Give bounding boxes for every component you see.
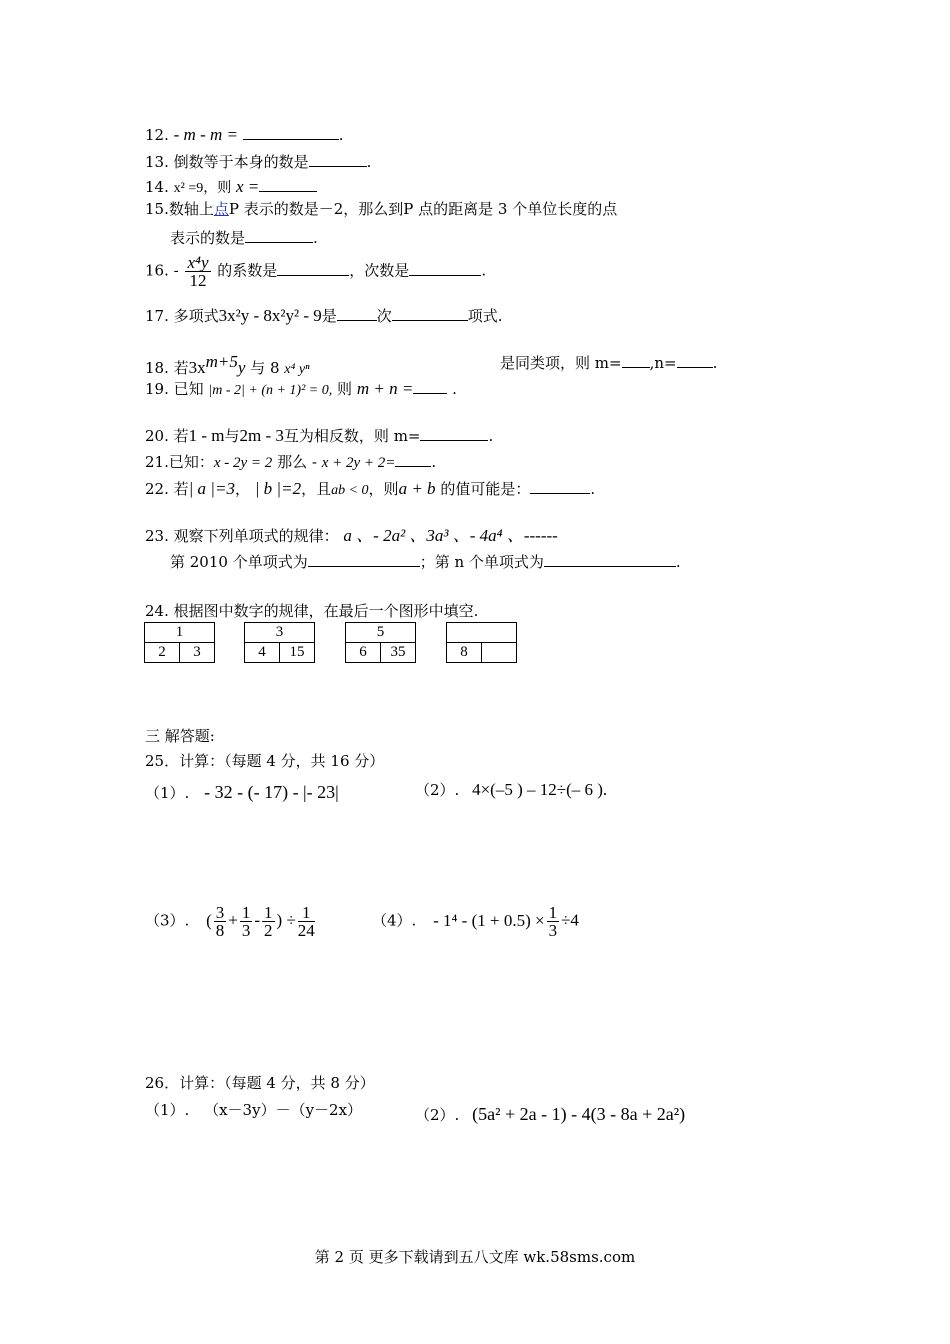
point-link[interactable]: 点 — [213, 200, 229, 218]
pattern-box-2: 3 4 15 — [244, 622, 315, 663]
q25-part2: （2）. 4×(–5 ) – 12÷(– 6 ). — [415, 780, 608, 799]
q25-part1: （1）. - 32 - (- 17) - |- 23| — [145, 782, 339, 802]
section-heading: 三 解答题: — [145, 727, 215, 745]
question-13: 13. 倒数等于本身的数是 . — [145, 153, 372, 171]
pattern-box-4: 8 — [446, 622, 517, 663]
answer-blank[interactable] — [243, 124, 339, 140]
question-15-line2: 表示的数是 . — [170, 229, 318, 247]
q23-sequence: a 、- 2a² 、3a³ 、- 4a⁴ 、------ — [343, 526, 558, 545]
answer-blank[interactable] — [420, 425, 488, 441]
question-22: 22. 若| a |=3， | b |=2，且ab < 0，则a + b 的值可能是： . — [145, 479, 596, 498]
q14-expression: x² =9，则 — [173, 181, 232, 196]
question-18: 18. 若$3x^{m+5}y$ 与 8 x⁴ yⁿ — [145, 352, 310, 377]
q25-part4: （4）. - 1⁴ - (1 + 0.5) × $\frac{1}{3}$ ÷4 — [372, 903, 579, 940]
answer-cell[interactable] — [447, 623, 517, 643]
q19-expression: |m - 2| + (n + 1)² = 0, — [208, 383, 333, 398]
question-24: 24. 根据图中数字的规律，在最后一个图形中填空. — [145, 602, 479, 620]
q25-part3: （3）. ( $\frac{3}{8}$ + $\frac{1}{3}$ - $\frac{1}{2}$ ) ÷ $\frac{1}{24}$ — [145, 903, 315, 940]
question-14: 14. x² =9，则 x = — [145, 176, 317, 199]
question-20: 20. 若1 - m与2m - 3互为相反数，则 m= . — [145, 426, 494, 445]
question-25-title: 25．计算：（每题 4 分，共 16 分） — [145, 752, 385, 770]
q26-part1: （1）. （x－3y）－（y－2x） — [145, 1101, 363, 1119]
answer-blank[interactable] — [308, 551, 420, 567]
q26-part2: （2）. (5a² + 2a - 1) - 4(3 - 8a + 2a²) — [415, 1104, 686, 1124]
question-26-title: 26．计算：（每题 4 分，共 8 分） — [145, 1074, 375, 1092]
question-17: 17. 多项式3x²y - 8x²y² - 9是 次 项式. — [145, 306, 503, 325]
answer-blank[interactable] — [245, 227, 313, 243]
answer-blank[interactable] — [413, 378, 447, 394]
answer-blank[interactable] — [544, 551, 676, 567]
question-18-tail: 是同类项，则 m= ,n= . — [500, 354, 718, 372]
question-12: 12. - m - m = . — [145, 125, 344, 144]
answer-blank[interactable] — [309, 151, 367, 167]
pattern-box-3: 5 6 35 — [345, 622, 416, 663]
answer-blank[interactable] — [337, 305, 377, 321]
answer-blank[interactable] — [677, 352, 713, 368]
q17-expression: 3x²y - 8x²y² - 9 — [218, 306, 322, 325]
answer-cell[interactable] — [482, 643, 517, 663]
q16-fraction: $\frac{\text{x⁴y}}{12}$ — [187, 253, 209, 290]
answer-blank[interactable] — [395, 451, 431, 467]
question-21: 21.已知：x - 2y = 2 那么 - x + 2y + 2= . — [145, 453, 437, 471]
answer-blank[interactable] — [277, 260, 349, 276]
answer-blank[interactable] — [392, 305, 468, 321]
pattern-box-1: 1 2 3 — [144, 622, 215, 663]
answer-blank[interactable] — [409, 260, 481, 276]
question-15: 15.数轴上点P 表示的数是－2，那么到P 点的距离是 3 个单位长度的点 — [145, 200, 618, 218]
question-19: 19. 已知 |m - 2| + (n + 1)² = 0, 则 m + n = . — [145, 379, 457, 398]
answer-blank[interactable] — [259, 176, 317, 192]
answer-blank[interactable] — [530, 478, 590, 494]
answer-blank[interactable] — [622, 352, 650, 368]
question-23-line2: 第 2010 个单项式为 ；第 n 个单项式为 . — [170, 553, 681, 571]
question-16: 16. - $\frac{\text{x⁴y}}{12}$ 的系数是 ，次数是 . — [145, 253, 487, 290]
q12-expression: - m - m = — [173, 125, 238, 144]
page-footer: 第 2 页 更多下载请到五八文库 wk.58sms.com — [314, 1248, 636, 1266]
question-23: 23. 观察下列单项式的规律： a 、- 2a² 、3a³ 、- 4a⁴ 、------ — [145, 526, 558, 545]
